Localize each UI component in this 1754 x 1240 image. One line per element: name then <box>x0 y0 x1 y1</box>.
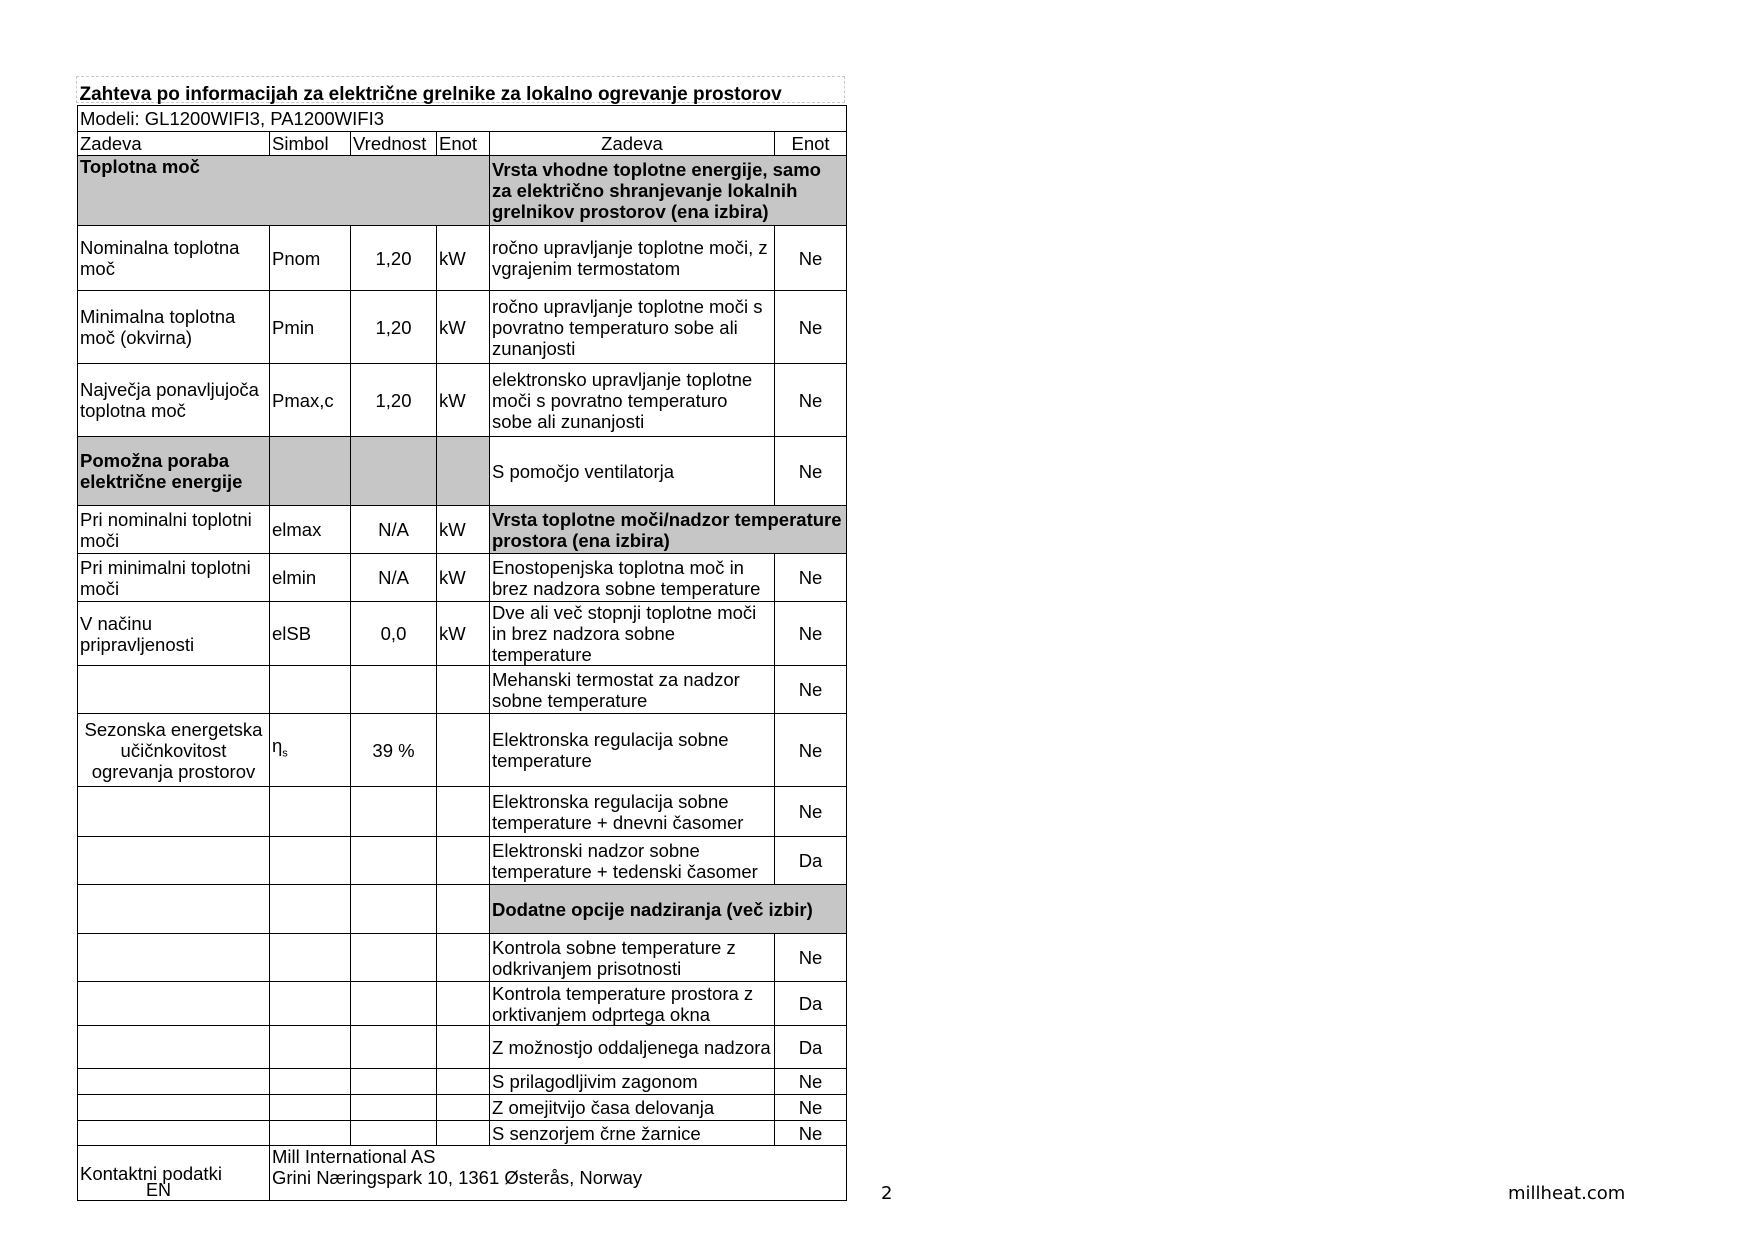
control-row-label: Mehanski termostat za nadzor sobne temperature <box>490 666 775 714</box>
row-unit: kW <box>437 291 490 364</box>
website-link[interactable]: millheat.com <box>1508 1183 1626 1204</box>
empty-cell <box>437 666 490 714</box>
input-row-value: Ne <box>775 291 847 364</box>
control-row-label: Elektronska regulacija sobne temperature + dnevni časomer <box>490 787 775 837</box>
header-symbol: Simbol <box>270 132 351 156</box>
empty-cell <box>351 934 437 982</box>
models-line: Modeli: GL1200WIFI3, PA1200WIFI3 <box>78 106 847 132</box>
table-title: Zahteva po informacijah za električne grelnike za lokalno ogrevanje prostorov <box>79 84 782 105</box>
aux-row-value: N/A <box>351 554 437 602</box>
header-right-item: Zadeva <box>490 132 775 156</box>
empty-cell <box>78 787 270 837</box>
aux-row-unit: kW <box>437 554 490 602</box>
header-left-item: Zadeva <box>78 132 270 156</box>
empty-cell <box>351 1069 437 1095</box>
aux-row-unit: kW <box>437 506 490 554</box>
aux-row-value: N/A <box>351 506 437 554</box>
option-row-value: Ne <box>775 934 847 982</box>
empty-cell <box>437 1026 490 1069</box>
option-row-label: Z omejitvijo časa delovanja <box>490 1095 775 1121</box>
empty-cell <box>437 1069 490 1095</box>
empty-cell <box>78 1026 270 1069</box>
row-label: Nominalna toplotna moč <box>78 226 270 291</box>
row-label: Največja ponavljujoča toplotna moč <box>78 364 270 437</box>
row-value: 1,20 <box>351 226 437 291</box>
empty-cell <box>351 666 437 714</box>
option-row-value: Da <box>775 1026 847 1069</box>
option-row-label: S senzorjem črne žarnice <box>490 1121 775 1146</box>
empty-cell <box>78 1069 270 1095</box>
control-section: Vrsta toplotne moči/nadzor temperature prostora (ena izbira) <box>490 506 847 554</box>
empty-cell <box>78 1095 270 1121</box>
aux-row-symbol: elmin <box>270 554 351 602</box>
header-unit: Enot <box>437 132 490 156</box>
header-right-unit: Enot <box>775 132 847 156</box>
option-row-value: Ne <box>775 1121 847 1146</box>
empty-cell <box>437 934 490 982</box>
contact-company: Mill International AS <box>272 1146 436 1167</box>
page-number: 2 <box>881 1183 893 1204</box>
empty-cell <box>351 982 437 1026</box>
empty-cell <box>437 787 490 837</box>
empty-cell <box>270 666 351 714</box>
option-row-value: Ne <box>775 1095 847 1121</box>
row-unit: kW <box>437 226 490 291</box>
input-row-label: ročno upravljanje toplotne moči, z vgrajenim termostatom <box>490 226 775 291</box>
empty-cell <box>270 982 351 1026</box>
option-row-value: Da <box>775 982 847 1026</box>
control-row-value: Ne <box>775 602 847 666</box>
aux-row-symbol: elSB <box>270 602 351 666</box>
option-row-label: Kontrola sobne temperature z odkrivanjem prisotnosti <box>490 934 775 982</box>
control-row-label: Elektronski nadzor sobne temperature + tedenski časomer <box>490 837 775 885</box>
row-value: 1,20 <box>351 291 437 364</box>
empty-cell <box>437 714 490 787</box>
empty-cell <box>78 934 270 982</box>
control-row-value: Ne <box>775 666 847 714</box>
aux-row-label: Pri nominalni toplotni moči <box>78 506 270 554</box>
empty-cell <box>270 885 351 934</box>
empty-cell <box>78 982 270 1026</box>
empty-cell <box>351 1095 437 1121</box>
empty-cell <box>437 837 490 885</box>
contact-address <box>270 1146 847 1201</box>
row-symbol: Pmin <box>270 291 351 364</box>
row-label: Minimalna toplotna moč (okvirna) <box>78 291 270 364</box>
control-row-label: Dve ali več stopnji toplotne moči in brez nadzora sobne temperature <box>490 602 775 666</box>
empty-cell <box>351 837 437 885</box>
control-row-label: Enostopenjska toplotna moč in brez nadzora sobne temperature <box>490 554 775 602</box>
empty-cell <box>437 1121 490 1146</box>
option-row-label: Z možnostjo oddaljenega nadzora <box>490 1026 775 1069</box>
empty-cell <box>270 837 351 885</box>
language-tag: EN <box>146 1180 172 1200</box>
empty-cell <box>437 885 490 934</box>
input-row-label: ročno upravljanje toplotne moči s povratno temperaturo sobe ali zunanjosti <box>490 291 775 364</box>
row-symbol: Pmax,c <box>270 364 351 437</box>
option-row-value: Ne <box>775 1069 847 1095</box>
input-row-label: S pomočjo ventilatorja <box>490 437 775 506</box>
contact-label: Kontaktni podatki <box>78 1146 270 1201</box>
input-row-label: elektronsko upravljanje toplotne moči s povratno temperaturo sobe ali zunanjosti <box>490 364 775 437</box>
aux-row-unit: kW <box>437 602 490 666</box>
contact-street: Grini Næringspark 10, 1361 Østerås, Norway <box>272 1167 643 1188</box>
empty-cell <box>78 885 270 934</box>
option-row-label: Kontrola temperature prostora z orktivanjem odprtega okna <box>490 982 775 1026</box>
aux-row-value: 0,0 <box>351 602 437 666</box>
control-row-value: Ne <box>775 714 847 787</box>
empty-cell <box>270 1095 351 1121</box>
empty-cell <box>78 1121 270 1146</box>
efficiency-label: Sezonska energetska učičnkovitost ogrevanja prostorov <box>78 714 270 787</box>
empty-cell <box>78 837 270 885</box>
empty-cell <box>351 1121 437 1146</box>
input-section: Vrsta vhodne toplotne energije, samo za električno shranjevanje lokalnih grelnikov prostorov (ena izbira) <box>490 156 847 226</box>
heat-output-section: Toplotna moč <box>78 156 490 226</box>
aux-row-label: Pri minimalni toplotni moči <box>78 554 270 602</box>
empty-cell <box>351 1026 437 1069</box>
header-value: Vrednost <box>351 132 437 156</box>
aux-section-fill <box>351 437 437 506</box>
input-row-value: Ne <box>775 364 847 437</box>
empty-cell <box>270 1026 351 1069</box>
empty-cell <box>270 787 351 837</box>
empty-cell <box>270 1069 351 1095</box>
aux-row-label: V načinu pripravljenosti <box>78 602 270 666</box>
empty-cell <box>437 1095 490 1121</box>
control-row-value: Da <box>775 837 847 885</box>
control-row-value: Ne <box>775 554 847 602</box>
empty-cell <box>351 885 437 934</box>
empty-cell <box>78 666 270 714</box>
aux-section-fill <box>437 437 490 506</box>
efficiency-value: 39 % <box>351 714 437 787</box>
row-symbol: Pnom <box>270 226 351 291</box>
empty-cell <box>437 982 490 1026</box>
empty-cell <box>270 1121 351 1146</box>
options-section: Dodatne opcije nadziranja (več izbir) <box>490 885 847 934</box>
row-value: 1,20 <box>351 364 437 437</box>
input-row-value: Ne <box>775 226 847 291</box>
empty-cell <box>351 787 437 837</box>
aux-section: Pomožna poraba električne energije <box>78 437 270 506</box>
efficiency-symbol: $\eta_s$ <box>270 714 351 787</box>
control-row-value: Ne <box>775 787 847 837</box>
row-unit: kW <box>437 364 490 437</box>
empty-cell <box>270 934 351 982</box>
aux-section-fill <box>270 437 351 506</box>
aux-row-symbol: elmax <box>270 506 351 554</box>
control-row-label: Elektronska regulacija sobne temperature <box>490 714 775 787</box>
option-row-label: S prilagodljivim zagonom <box>490 1069 775 1095</box>
ecodesign-info-table <box>77 84 847 1201</box>
input-row-value: Ne <box>775 437 847 506</box>
